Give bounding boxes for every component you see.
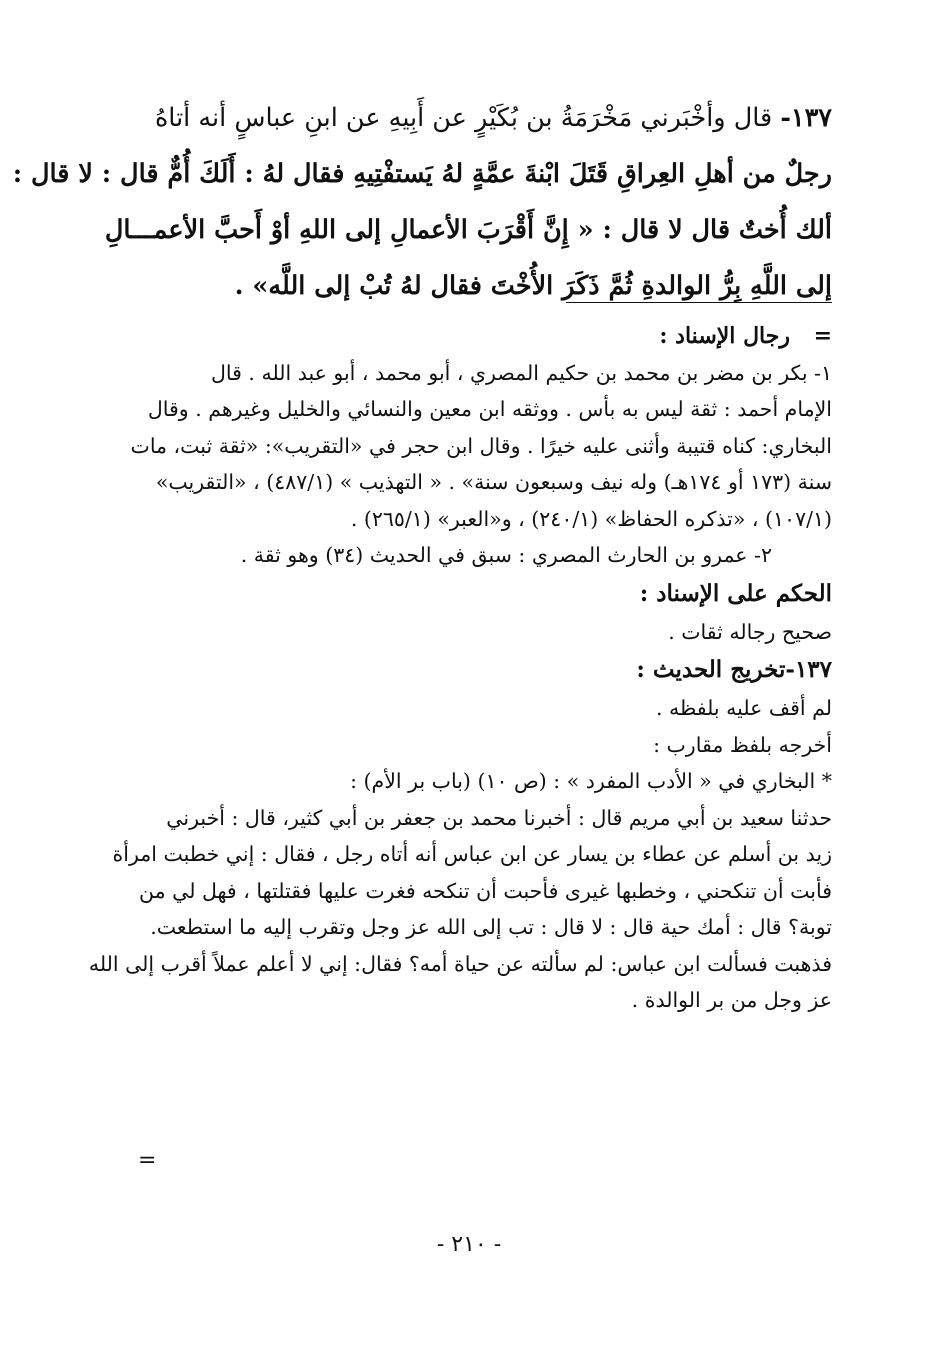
takhrij-line-2: أخرجه بلفظ مقارب : <box>653 732 832 757</box>
rijal-heading-row <box>128 318 832 355</box>
text-line-4: توبة؟ قال : أمك حية قال : لا قال : تب إلى الله عز وجل وتقرب إليه ما استطعت. <box>150 915 832 939</box>
hadith-text <box>12 90 832 314</box>
hadith-line-4: إلى اللَّهِ بِرُّ الوالدةِ ثُمَّ ذَكَرَ الأُخْتَ فقال لهُ تُبْ إلى اللَّه» . <box>234 271 832 301</box>
footnote-divider <box>566 302 832 303</box>
hadith-number: ١٣٧- <box>780 103 832 133</box>
text-line-2: زيد بن أسلم عن عطاء بن يسار عن ابن عباس أنه أتاه رجل ، فقال : إني خطبت امرأة <box>112 842 832 866</box>
hukm-heading: الحكم على الإسناد : <box>639 579 832 607</box>
page-number: - ٢١٠ - <box>436 1232 502 1257</box>
hukm-text: صحيح رجاله ثقات . <box>668 619 832 644</box>
hadith-line-1: ١٣٧- قال وأخْبَرني مَخْرَمَةُ بن بُكَيْرٍ عن أَبِيهِ عن ابنِ عباسٍ أنه أتاهُ <box>154 103 832 133</box>
rijal-line-3: البخاري: كناه قتيبة وأثنى عليه خيرًا . وقال ابن حجر في «التقريب»: «ثقة ثبت، مات <box>130 433 832 458</box>
rijal-line-2: الإمام أحمد : ثقة ليس به بأس . ووثقه ابن معين والنسائي والخليل وغيرهم . وقال <box>147 397 832 421</box>
rijal-line-6: ٢- عمرو بن الحارث المصري : سبق في الحديث (٣٤) وهو ثقة . <box>240 543 772 567</box>
end-continuation-mark: = <box>138 1148 157 1173</box>
text-line-3: فأبت أن تنكحني ، وخطبها غيرى فأحبت أن تنكحه فغرت عليها فقتلتها ، فهل لي من <box>139 878 832 903</box>
text-line-5: فذهبت فسألت ابن عباس: لم سألته عن حياة أمه؟ فقال: إني لا أعلم عملاً أقرب إلى الله <box>88 951 832 976</box>
footnotes <box>88 318 832 1019</box>
takhrij-line-1: لم أقف عليه بلفظه . <box>655 696 832 720</box>
rijal-line-5: (١٠٧/١) ، «تذكره الحفاظ» (٢٤٠/١) ، و«العبر» (٢٦٥/١) . <box>350 506 832 531</box>
bukhari-reference: * البخاري في « الأدب المفرد » : (ص ١٠) (باب بر الأم) : <box>350 769 832 793</box>
hadith-line-2: رجلٌ من أهلِ العِراقِ قَتَلَ ابْنةَ عمَّةٍ لهُ يَستفْتِيهِ فقال لهُ : أَلَكَ أُمٌّ قال : لا قال : <box>12 159 832 189</box>
takhrij-heading: ١٣٧-تخريج الحديث : <box>636 656 832 683</box>
continuation-mark: = <box>813 323 832 349</box>
rijal-heading: رجال الإسناد : <box>659 323 790 349</box>
rijal-line-1: ١- بكر بن مضر بن محمد بن حكيم المصري ، أبو محمد ، أبو عبد الله . قال <box>210 360 832 385</box>
text-line-6: عز وجل من بر الوالدة . <box>631 988 832 1012</box>
rijal-line-4: سنة (١٧٣ أو ١٧٤هـ) وله نيف وسبعون سنة» . « التهذيب » (٤٨٧/١) ، «التقريب» <box>155 470 832 494</box>
hadith-line-3: ألك أُختٌ قال لا قال : « إِنَّ أَقْرَبَ الأعمالِ إلى اللهِ أوْ أَحبَّ الأعمـــالِ <box>104 215 832 245</box>
text-line-1: حدثنا سعيد بن أبي مريم قال : أخبرنا محمد بن جعفر بن أبي كثير، قال : أخبرني <box>166 805 832 830</box>
